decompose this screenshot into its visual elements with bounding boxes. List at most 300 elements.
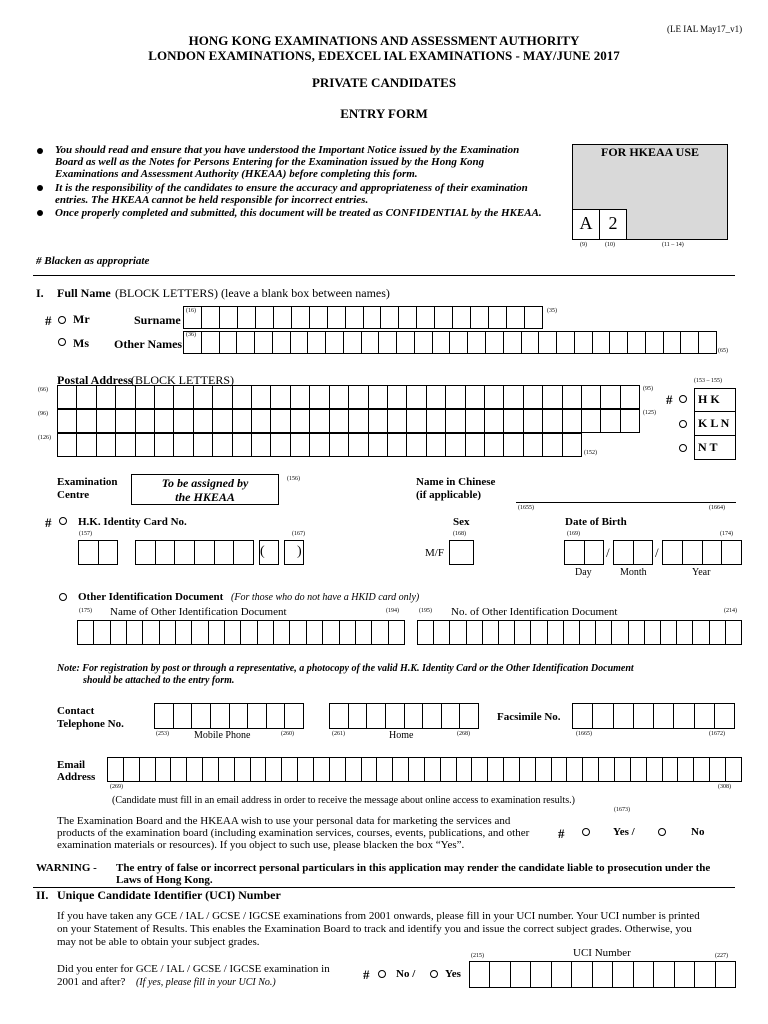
sex-box[interactable] xyxy=(449,540,474,565)
uci-yes-radio[interactable] xyxy=(430,970,438,978)
char-box[interactable] xyxy=(251,385,270,409)
char-box[interactable] xyxy=(214,540,234,565)
char-box[interactable] xyxy=(289,620,305,645)
mobile-phone-boxes[interactable] xyxy=(154,703,304,729)
char-box[interactable] xyxy=(388,620,405,645)
char-box[interactable] xyxy=(135,409,154,433)
char-box[interactable] xyxy=(521,331,539,354)
char-box[interactable] xyxy=(633,961,653,988)
char-box[interactable] xyxy=(581,385,600,409)
char-box[interactable] xyxy=(566,757,582,782)
char-box[interactable] xyxy=(426,433,445,457)
char-box[interactable] xyxy=(281,757,297,782)
char-box[interactable] xyxy=(368,385,387,409)
char-box[interactable] xyxy=(682,540,702,565)
char-box[interactable] xyxy=(135,540,155,565)
char-box[interactable] xyxy=(530,620,546,645)
char-box[interactable] xyxy=(523,409,542,433)
home-phone-boxes[interactable] xyxy=(329,703,479,729)
char-box[interactable] xyxy=(193,385,212,409)
dob-year-boxes[interactable] xyxy=(662,540,742,565)
char-box[interactable] xyxy=(265,757,281,782)
char-box[interactable] xyxy=(662,540,682,565)
char-box[interactable] xyxy=(484,409,503,433)
char-box[interactable] xyxy=(698,331,717,354)
char-box[interactable] xyxy=(251,409,270,433)
char-box[interactable] xyxy=(202,757,218,782)
char-box[interactable] xyxy=(613,703,633,729)
char-box[interactable] xyxy=(674,961,694,988)
char-box[interactable] xyxy=(174,540,194,565)
char-box[interactable] xyxy=(219,306,237,329)
char-box[interactable] xyxy=(348,409,367,433)
char-box[interactable] xyxy=(251,433,270,457)
char-box[interactable] xyxy=(489,961,509,988)
char-box[interactable] xyxy=(547,620,563,645)
ms-radio[interactable] xyxy=(58,338,66,346)
email-boxes[interactable] xyxy=(107,757,742,782)
char-box[interactable] xyxy=(155,540,175,565)
char-box[interactable] xyxy=(434,306,452,329)
char-box[interactable] xyxy=(96,433,115,457)
char-box[interactable] xyxy=(503,433,522,457)
char-box[interactable] xyxy=(614,757,630,782)
char-box[interactable] xyxy=(482,620,498,645)
char-box[interactable] xyxy=(592,331,610,354)
char-box[interactable] xyxy=(387,385,406,409)
char-box[interactable] xyxy=(598,757,614,782)
char-box[interactable] xyxy=(193,433,212,457)
char-box[interactable] xyxy=(538,331,556,354)
char-box[interactable] xyxy=(233,540,254,565)
char-box[interactable] xyxy=(459,703,479,729)
char-box[interactable] xyxy=(139,757,155,782)
char-box[interactable] xyxy=(135,385,154,409)
char-box[interactable] xyxy=(562,433,582,457)
char-box[interactable] xyxy=(173,409,192,433)
char-box[interactable] xyxy=(339,620,355,645)
hk-radio[interactable] xyxy=(679,395,687,403)
char-box[interactable] xyxy=(309,385,328,409)
char-box[interactable] xyxy=(530,961,550,988)
char-box[interactable] xyxy=(694,961,714,988)
char-box[interactable] xyxy=(297,757,313,782)
char-box[interactable] xyxy=(465,433,484,457)
marketing-no-radio[interactable] xyxy=(658,828,666,836)
char-box[interactable] xyxy=(115,385,134,409)
other-id-number-boxes[interactable] xyxy=(417,620,742,645)
char-box[interactable] xyxy=(270,385,289,409)
char-box[interactable] xyxy=(535,757,551,782)
char-box[interactable] xyxy=(406,433,425,457)
char-box[interactable] xyxy=(620,409,640,433)
char-box[interactable] xyxy=(426,385,445,409)
char-box[interactable] xyxy=(224,620,240,645)
char-box[interactable] xyxy=(193,409,212,433)
char-box[interactable] xyxy=(556,331,574,354)
address-line-3-boxes[interactable] xyxy=(57,433,582,457)
char-box[interactable] xyxy=(201,306,219,329)
char-box[interactable] xyxy=(662,757,678,782)
uci-number-boxes[interactable] xyxy=(469,961,736,988)
char-box[interactable] xyxy=(183,306,201,329)
char-box[interactable] xyxy=(93,620,109,645)
char-box[interactable] xyxy=(57,433,76,457)
char-box[interactable] xyxy=(154,409,173,433)
char-box[interactable] xyxy=(571,961,591,988)
char-box[interactable] xyxy=(485,331,503,354)
char-box[interactable] xyxy=(456,757,472,782)
char-box[interactable] xyxy=(645,331,663,354)
char-box[interactable] xyxy=(627,331,645,354)
char-box[interactable] xyxy=(361,757,377,782)
char-box[interactable] xyxy=(445,409,464,433)
char-box[interactable] xyxy=(173,385,192,409)
char-box[interactable] xyxy=(542,409,561,433)
char-box[interactable] xyxy=(441,703,460,729)
char-box[interactable] xyxy=(257,620,273,645)
char-box[interactable] xyxy=(76,433,95,457)
char-box[interactable] xyxy=(488,306,506,329)
char-box[interactable] xyxy=(503,385,522,409)
char-box[interactable] xyxy=(218,757,234,782)
char-box[interactable] xyxy=(422,703,441,729)
char-box[interactable] xyxy=(322,620,338,645)
char-box[interactable] xyxy=(345,306,363,329)
char-box[interactable] xyxy=(212,433,231,457)
char-box[interactable] xyxy=(247,703,266,729)
char-box[interactable] xyxy=(562,385,581,409)
char-box[interactable] xyxy=(620,385,640,409)
char-box[interactable] xyxy=(76,409,95,433)
char-box[interactable] xyxy=(232,385,251,409)
char-box[interactable] xyxy=(290,331,308,354)
char-box[interactable] xyxy=(510,961,530,988)
char-box[interactable] xyxy=(126,620,142,645)
char-box[interactable] xyxy=(290,433,309,457)
char-box[interactable] xyxy=(194,540,214,565)
char-box[interactable] xyxy=(234,757,250,782)
char-box[interactable] xyxy=(574,331,592,354)
char-box[interactable] xyxy=(210,703,229,729)
marketing-yes-radio[interactable] xyxy=(582,828,590,836)
char-box[interactable] xyxy=(237,306,255,329)
char-box[interactable] xyxy=(329,433,348,457)
char-box[interactable] xyxy=(123,757,139,782)
char-box[interactable] xyxy=(107,757,123,782)
char-box[interactable] xyxy=(371,620,387,645)
char-box[interactable] xyxy=(232,409,251,433)
char-box[interactable] xyxy=(348,385,367,409)
char-box[interactable] xyxy=(368,409,387,433)
char-box[interactable] xyxy=(449,620,465,645)
char-box[interactable] xyxy=(313,757,329,782)
char-box[interactable] xyxy=(385,703,404,729)
char-box[interactable] xyxy=(272,331,290,354)
char-box[interactable] xyxy=(57,385,76,409)
char-box[interactable] xyxy=(219,331,237,354)
char-box[interactable] xyxy=(343,331,361,354)
char-box[interactable] xyxy=(653,961,673,988)
char-box[interactable] xyxy=(469,961,489,988)
char-box[interactable] xyxy=(582,757,598,782)
char-box[interactable] xyxy=(673,703,693,729)
char-box[interactable] xyxy=(398,306,416,329)
char-box[interactable] xyxy=(363,306,381,329)
char-box[interactable] xyxy=(692,620,708,645)
char-box[interactable] xyxy=(680,331,698,354)
char-box[interactable] xyxy=(514,620,530,645)
char-box[interactable] xyxy=(186,757,202,782)
char-box[interactable] xyxy=(433,620,449,645)
char-box[interactable] xyxy=(416,306,434,329)
char-box[interactable] xyxy=(154,703,173,729)
char-box[interactable] xyxy=(110,620,126,645)
char-box[interactable] xyxy=(183,331,201,354)
char-box[interactable] xyxy=(255,306,273,329)
other-id-radio[interactable] xyxy=(59,593,67,601)
char-box[interactable] xyxy=(551,757,567,782)
char-box[interactable] xyxy=(592,961,612,988)
char-box[interactable] xyxy=(503,757,519,782)
char-box[interactable] xyxy=(327,306,345,329)
char-box[interactable] xyxy=(628,620,644,645)
dob-month-boxes[interactable] xyxy=(613,540,653,565)
nt-radio[interactable] xyxy=(679,444,687,452)
char-box[interactable] xyxy=(170,757,186,782)
address-line-2-boxes[interactable] xyxy=(57,409,640,433)
char-box[interactable] xyxy=(644,620,660,645)
chinese-name-line[interactable] xyxy=(516,502,736,503)
char-box[interactable] xyxy=(725,757,742,782)
dob-day-boxes[interactable] xyxy=(564,540,604,565)
char-box[interactable] xyxy=(579,620,595,645)
char-box[interactable] xyxy=(484,385,503,409)
char-box[interactable] xyxy=(693,757,709,782)
char-box[interactable] xyxy=(254,331,272,354)
char-box[interactable] xyxy=(191,620,207,645)
char-box[interactable] xyxy=(445,433,464,457)
char-box[interactable] xyxy=(96,409,115,433)
char-box[interactable] xyxy=(329,703,348,729)
char-box[interactable] xyxy=(630,757,646,782)
char-box[interactable] xyxy=(135,433,154,457)
uci-no-radio[interactable] xyxy=(378,970,386,978)
char-box[interactable] xyxy=(612,961,632,988)
char-box[interactable] xyxy=(611,620,627,645)
char-box[interactable] xyxy=(702,540,722,565)
char-box[interactable] xyxy=(633,540,654,565)
surname-boxes[interactable] xyxy=(183,306,543,329)
char-box[interactable] xyxy=(484,433,503,457)
char-box[interactable] xyxy=(498,620,514,645)
char-box[interactable] xyxy=(309,433,328,457)
char-box[interactable] xyxy=(471,757,487,782)
char-box[interactable] xyxy=(378,331,396,354)
char-box[interactable] xyxy=(694,703,714,729)
char-box[interactable] xyxy=(600,385,619,409)
char-box[interactable] xyxy=(470,306,488,329)
char-box[interactable] xyxy=(387,433,406,457)
char-box[interactable] xyxy=(273,620,289,645)
char-box[interactable] xyxy=(329,409,348,433)
char-box[interactable] xyxy=(57,409,76,433)
char-box[interactable] xyxy=(208,620,224,645)
char-box[interactable] xyxy=(191,703,210,729)
char-box[interactable] xyxy=(523,433,542,457)
char-box[interactable] xyxy=(424,757,440,782)
char-box[interactable] xyxy=(609,331,627,354)
char-box[interactable] xyxy=(396,331,414,354)
char-box[interactable] xyxy=(715,961,736,988)
char-box[interactable] xyxy=(467,331,485,354)
char-box[interactable] xyxy=(503,331,521,354)
char-box[interactable] xyxy=(266,703,285,729)
char-box[interactable] xyxy=(725,620,742,645)
hkid-digit-boxes[interactable] xyxy=(135,540,254,565)
char-box[interactable] xyxy=(154,433,173,457)
char-box[interactable] xyxy=(250,757,266,782)
char-box[interactable] xyxy=(432,331,450,354)
char-box[interactable] xyxy=(355,620,371,645)
char-box[interactable] xyxy=(709,620,725,645)
char-box[interactable] xyxy=(173,703,192,729)
char-box[interactable] xyxy=(309,306,327,329)
char-box[interactable] xyxy=(387,409,406,433)
char-box[interactable] xyxy=(465,385,484,409)
char-box[interactable] xyxy=(426,409,445,433)
char-box[interactable] xyxy=(329,757,345,782)
char-box[interactable] xyxy=(78,540,98,565)
char-box[interactable] xyxy=(523,385,542,409)
char-box[interactable] xyxy=(404,703,423,729)
char-box[interactable] xyxy=(465,409,484,433)
char-box[interactable] xyxy=(562,409,581,433)
char-box[interactable] xyxy=(306,620,322,645)
char-box[interactable] xyxy=(98,540,119,565)
char-box[interactable] xyxy=(290,385,309,409)
char-box[interactable] xyxy=(376,757,392,782)
char-box[interactable] xyxy=(414,331,432,354)
char-box[interactable] xyxy=(115,409,134,433)
char-box[interactable] xyxy=(270,409,289,433)
char-box[interactable] xyxy=(600,409,619,433)
char-box[interactable] xyxy=(348,703,367,729)
char-box[interactable] xyxy=(551,961,571,988)
char-box[interactable] xyxy=(273,306,291,329)
char-box[interactable] xyxy=(563,620,579,645)
char-box[interactable] xyxy=(212,409,231,433)
char-box[interactable] xyxy=(676,620,692,645)
char-box[interactable] xyxy=(270,433,289,457)
char-box[interactable] xyxy=(406,385,425,409)
other-id-name-boxes[interactable] xyxy=(77,620,405,645)
char-box[interactable] xyxy=(503,409,522,433)
char-box[interactable] xyxy=(506,306,524,329)
char-box[interactable] xyxy=(466,620,482,645)
char-box[interactable] xyxy=(408,757,424,782)
char-box[interactable] xyxy=(677,757,693,782)
char-box[interactable] xyxy=(329,385,348,409)
char-box[interactable] xyxy=(345,757,361,782)
char-box[interactable] xyxy=(201,331,219,354)
other-names-boxes[interactable] xyxy=(183,331,717,354)
char-box[interactable] xyxy=(519,757,535,782)
char-box[interactable] xyxy=(592,703,612,729)
char-box[interactable] xyxy=(613,540,633,565)
char-box[interactable] xyxy=(417,620,433,645)
char-box[interactable] xyxy=(291,306,309,329)
mr-radio[interactable] xyxy=(58,316,66,324)
char-box[interactable] xyxy=(714,703,735,729)
char-box[interactable] xyxy=(290,409,309,433)
char-box[interactable] xyxy=(584,540,605,565)
char-box[interactable] xyxy=(236,331,254,354)
char-box[interactable] xyxy=(159,620,175,645)
char-box[interactable] xyxy=(581,409,600,433)
char-box[interactable] xyxy=(449,331,467,354)
char-box[interactable] xyxy=(155,757,171,782)
fax-boxes[interactable] xyxy=(572,703,735,729)
char-box[interactable] xyxy=(721,540,742,565)
char-box[interactable] xyxy=(452,306,470,329)
char-box[interactable] xyxy=(361,331,379,354)
char-box[interactable] xyxy=(440,757,456,782)
char-box[interactable] xyxy=(646,757,662,782)
char-box[interactable] xyxy=(633,703,653,729)
char-box[interactable] xyxy=(368,433,387,457)
char-box[interactable] xyxy=(212,385,231,409)
hkid-prefix-boxes[interactable] xyxy=(78,540,118,565)
char-box[interactable] xyxy=(77,620,93,645)
char-box[interactable] xyxy=(229,703,248,729)
char-box[interactable] xyxy=(663,331,681,354)
char-box[interactable] xyxy=(76,385,95,409)
char-box[interactable] xyxy=(309,409,328,433)
char-box[interactable] xyxy=(524,306,543,329)
hkid-radio[interactable] xyxy=(59,517,67,525)
char-box[interactable] xyxy=(653,703,673,729)
char-box[interactable] xyxy=(709,757,725,782)
char-box[interactable] xyxy=(595,620,611,645)
char-box[interactable] xyxy=(392,757,408,782)
char-box[interactable] xyxy=(406,409,425,433)
char-box[interactable] xyxy=(487,757,503,782)
char-box[interactable] xyxy=(572,703,592,729)
char-box[interactable] xyxy=(445,385,464,409)
char-box[interactable] xyxy=(96,385,115,409)
char-box[interactable] xyxy=(284,703,304,729)
char-box[interactable] xyxy=(380,306,398,329)
char-box[interactable] xyxy=(175,620,191,645)
char-box[interactable] xyxy=(232,433,251,457)
char-box[interactable] xyxy=(173,433,192,457)
char-box[interactable] xyxy=(366,703,385,729)
char-box[interactable] xyxy=(154,385,173,409)
char-box[interactable] xyxy=(307,331,325,354)
char-box[interactable] xyxy=(240,620,256,645)
char-box[interactable] xyxy=(142,620,158,645)
char-box[interactable] xyxy=(348,433,367,457)
char-box[interactable] xyxy=(564,540,584,565)
char-box[interactable] xyxy=(325,331,343,354)
address-line-1-boxes[interactable] xyxy=(57,385,640,409)
char-box[interactable] xyxy=(542,433,561,457)
char-box[interactable] xyxy=(660,620,676,645)
char-box[interactable] xyxy=(115,433,134,457)
kln-radio[interactable] xyxy=(679,420,687,428)
char-box[interactable] xyxy=(542,385,561,409)
